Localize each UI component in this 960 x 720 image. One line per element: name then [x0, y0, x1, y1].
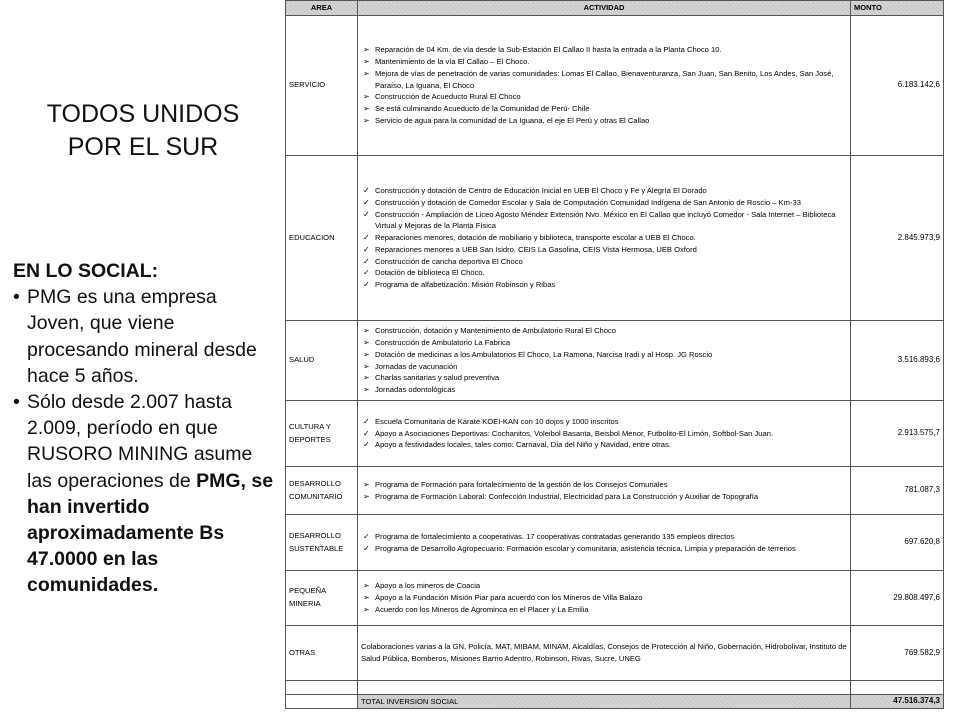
actividad-cell	[358, 321, 851, 401]
total-label: TOTAL INVERSION SOCIAL	[358, 695, 851, 709]
activity-text: Apoyo a los mineros de Coacia	[375, 581, 481, 591]
total-row	[286, 695, 944, 709]
list-item	[361, 115, 847, 127]
actividad-cell	[358, 515, 851, 571]
checkmark-icon: ✓	[363, 531, 370, 541]
checkmark-icon: ✓	[363, 209, 370, 219]
activity-text: Programa de Desarrollo Agropecuario: Formación escolar y comunitaria, asistencia técnica, Limpia y preparación de terrenos	[375, 543, 796, 553]
monto-cell: 3.516.893,6	[851, 321, 944, 401]
list-item	[361, 372, 847, 384]
activity-text: Programa de Formación Laboral: Confección Industrial, Electricidad para La Construcción y Auxiliar de Topografía	[375, 491, 759, 501]
list-item	[361, 56, 847, 68]
activity-text: Apoyo a festividades locales, tales como: Carnaval, Día del Niño y Navidad, entre otras.	[375, 440, 671, 450]
actividad-cell	[358, 16, 851, 156]
activity-text: Programa de Formación para fortalecimiento de la gestión de los Consejos Comunales	[375, 479, 668, 489]
list-item	[361, 103, 847, 115]
activity-list	[361, 416, 847, 451]
actividad-cell	[358, 401, 851, 467]
activity-text: Apoyo a Asociaciones Deportivas: Cochanitos, Voleibol Basanta, Beisbol Menor, Futbolito-El Limón, Softbol-San Juan.	[375, 428, 774, 438]
table-row	[286, 515, 944, 571]
empty-cell	[851, 681, 944, 695]
area-cell: EDUCACION	[286, 156, 358, 321]
list-item	[361, 91, 847, 103]
list-item	[361, 279, 847, 291]
area-cell: CULTURA Y DEPORTES	[286, 401, 358, 467]
empty-cell	[286, 681, 358, 695]
activity-text: Reparaciones menores a UEB San Isidro, CEIS La Gasolina, CEIS Vista Hermosa, UEB Oxford	[375, 244, 697, 254]
activity-text: Servicio de agua para la comunidad de La Iguana, el eje El Perú y otras El Callao	[375, 115, 650, 125]
total-empty-cell	[286, 695, 358, 709]
social-section	[13, 258, 275, 599]
social-heading: EN LO SOCIAL:	[13, 260, 159, 282]
activity-text: Programa de fortalecimiento a cooperativas. 17 cooperativas contratadas generando 135 empleos directos	[375, 531, 735, 541]
activity-text: Se está culminando Acueducto de la Comunidad de Perú- Chile	[375, 104, 590, 114]
list-item	[361, 185, 847, 197]
arrow-bullet-icon: ➢	[363, 491, 370, 501]
list-item	[361, 531, 847, 543]
checkmark-icon: ✓	[363, 440, 370, 450]
table-row	[286, 16, 944, 156]
list-item	[361, 543, 847, 555]
monto-cell: 2.845.973,9	[851, 156, 944, 321]
social-bullet-2-text: Sólo desde 2.007 hasta 2.009, período en que RUSORO MINING asume las operaciones de	[27, 391, 253, 492]
activity-text: Programa de alfabetización: Misión Robinson y Ribas	[375, 280, 556, 290]
area-cell: SERVICIO	[286, 16, 358, 156]
checkmark-icon: ✓	[363, 543, 370, 553]
activity-text: Mantenimiento de la vía El Callao – El Choco.	[375, 57, 530, 67]
arrow-bullet-icon: ➢	[363, 349, 370, 359]
left-panel	[0, 0, 285, 720]
activity-text: Escuela Comunitaria de Karate KOEI-KAN con 10 dojos y 1000 inscritos	[375, 416, 619, 426]
header-area: AREA	[286, 1, 358, 16]
social-bullet-1-text: PMG es una empresa Joven, que viene procesando mineral desde hace 5 años.	[27, 286, 257, 387]
arrow-bullet-icon: ➢	[363, 92, 370, 102]
activity-text: Charlas sanitarias y salud preventiva	[375, 373, 500, 383]
list-item	[361, 209, 847, 233]
social-bullet-2-bold: PMG, se han invertido aproximadamente Bs 47.0000 en las comunidades.	[27, 469, 274, 597]
list-item	[361, 197, 847, 209]
monto-cell: 2.913.575,7	[851, 401, 944, 467]
activity-list	[361, 479, 847, 503]
monto-cell: 781.087,3	[851, 467, 944, 515]
table-header-row	[286, 1, 944, 16]
arrow-bullet-icon: ➢	[363, 361, 370, 371]
list-item	[361, 325, 847, 337]
table-row	[286, 571, 944, 626]
arrow-bullet-icon: ➢	[363, 326, 370, 336]
list-item	[361, 384, 847, 396]
arrow-bullet-icon: ➢	[363, 115, 370, 125]
list-item	[361, 256, 847, 268]
activity-text: Construcción de cancha deportiva El Choco	[375, 256, 523, 266]
list-item	[361, 491, 847, 503]
arrow-bullet-icon: ➢	[363, 57, 370, 67]
actividad-cell	[358, 156, 851, 321]
list-item	[361, 349, 847, 361]
total-monto: 47.516.374,3	[851, 695, 944, 709]
title-line-1: TODOS UNIDOS	[46, 100, 240, 128]
activity-text: Construcción de Ambulatorio La Fabrica	[375, 337, 511, 347]
list-item	[361, 592, 847, 604]
activity-text: Reparaciones menores, dotación de mobiliario y biblioteca, transporte escolar a UEB El Choco.	[375, 233, 696, 243]
activity-text: Construcción y dotación de Centro de Educación Inicial en UEB El Choco y Fe y Alegría El Dorado	[375, 186, 707, 196]
list-item	[361, 68, 847, 92]
actividad-cell: Colaboraciones varias a la GN, Policía, MAT, MIBAM, MINAM, Alcaldías, Consejos de Protección al Niño, Gobernación, Hidrobolivar, Instituto de Salud Pública, Bomberos, Misiones Barrio Adentro, Robinson, Rivas, Sucre, UNEG	[358, 626, 851, 681]
checkmark-icon: ✓	[363, 197, 370, 207]
arrow-bullet-icon: ➢	[363, 104, 370, 114]
list-item	[361, 428, 847, 440]
activity-text: Dotación de medicinas a los Ambulatorios El Choco, La Ramona, Narcisa Iradi y al Hosp. JG Roscio	[375, 349, 713, 359]
empty-row	[286, 681, 944, 695]
table-row	[286, 626, 944, 681]
list-item	[361, 580, 847, 592]
activity-text: Construcción de Acueducto Rural El Choco	[375, 92, 521, 102]
checkmark-icon: ✓	[363, 268, 370, 278]
actividad-cell	[358, 467, 851, 515]
arrow-bullet-icon: ➢	[363, 581, 370, 591]
activity-list	[361, 44, 847, 126]
list-item	[361, 479, 847, 491]
monto-cell: 29.808.497,6	[851, 571, 944, 626]
monto-cell: 6.183.142,6	[851, 16, 944, 156]
arrow-bullet-icon: ➢	[363, 373, 370, 383]
actividad-cell	[358, 571, 851, 626]
activity-list	[361, 580, 847, 615]
activity-text: Reparación de 04 Km. de vía desde la Sub-Estación El Callao II hasta la entrada a la Planta Choco 10.	[375, 45, 722, 55]
activity-text: Mejora de vías de penetración de varias comunidades: Lomas El Callao, Bienaventuranza, San Juan, San Benito, Los Andes, San José, Paraíso, La Iguana, El Choco	[375, 68, 834, 90]
investment-table	[285, 0, 944, 709]
activity-list	[361, 185, 847, 291]
social-bullet-1	[13, 284, 275, 389]
arrow-bullet-icon: ➢	[363, 604, 370, 614]
activity-text: Dotación de biblioteca El Choco.	[375, 268, 485, 278]
list-item	[361, 439, 847, 451]
activity-list	[361, 325, 847, 396]
list-item	[361, 416, 847, 428]
table-row	[286, 467, 944, 515]
monto-cell: 769.582,9	[851, 626, 944, 681]
social-bullet-2	[13, 389, 275, 599]
area-cell: OTRAS	[286, 626, 358, 681]
list-item	[361, 44, 847, 56]
list-item	[361, 361, 847, 373]
list-item	[361, 244, 847, 256]
activity-text: Construcción y dotación de Comedor Escolar y Sala de Computación Comunidad Indígena de San Antonio de Roscio – Km-33	[375, 197, 801, 207]
activity-list	[361, 531, 847, 555]
area-cell: DESARROLLO SUSTENTABLE	[286, 515, 358, 571]
activity-text: Apoyo a la Fundación Misión Piar para acuerdo con los Mineros de Villa Balazo	[375, 593, 643, 603]
table-row	[286, 321, 944, 401]
activity-text: Construcción, dotación y Mantenimiento de Ambulatorio Rural El Choco	[375, 326, 617, 336]
arrow-bullet-icon: ➢	[363, 593, 370, 603]
checkmark-icon: ✓	[363, 186, 370, 196]
activity-text: Jornadas de vacunación	[375, 361, 458, 371]
checkmark-icon: ✓	[363, 280, 370, 290]
monto-cell: 697.620,8	[851, 515, 944, 571]
title-line-2: POR EL SUR	[67, 133, 219, 161]
checkmark-icon: ✓	[363, 256, 370, 266]
activity-text: Acuerdo con los Mineros de Agrominca en el Placer y La Emilia	[375, 604, 589, 614]
checkmark-icon: ✓	[363, 233, 370, 243]
header-monto: MONTO	[851, 1, 944, 16]
checkmark-icon: ✓	[363, 244, 370, 254]
table-row	[286, 401, 944, 467]
arrow-bullet-icon: ➢	[363, 385, 370, 395]
checkmark-icon: ✓	[363, 416, 370, 426]
list-item	[361, 604, 847, 616]
table-row	[286, 156, 944, 321]
arrow-bullet-icon: ➢	[363, 45, 370, 55]
area-cell: PEQUEÑA MINERIA	[286, 571, 358, 626]
empty-cell	[358, 681, 851, 695]
list-item	[361, 267, 847, 279]
area-cell: SALUD	[286, 321, 358, 401]
checkmark-icon: ✓	[363, 428, 370, 438]
activity-text: Jornadas odontológicas	[375, 385, 456, 395]
activity-text: Construcción - Ampliación de Liceo Agosto Méndez Extensión Nvo. México en El Callao que incluyó Comedor - Sala Internet – Biblioteca Virtual y Mejoras de la Planta Física	[375, 209, 836, 231]
list-item	[361, 232, 847, 244]
list-item	[361, 337, 847, 349]
header-actividad: ACTIVIDAD	[358, 1, 851, 16]
arrow-bullet-icon: ➢	[363, 337, 370, 347]
slide-title	[28, 98, 258, 164]
arrow-bullet-icon: ➢	[363, 68, 370, 78]
area-cell: DESARROLLO COMUNITARIO	[286, 467, 358, 515]
arrow-bullet-icon: ➢	[363, 479, 370, 489]
